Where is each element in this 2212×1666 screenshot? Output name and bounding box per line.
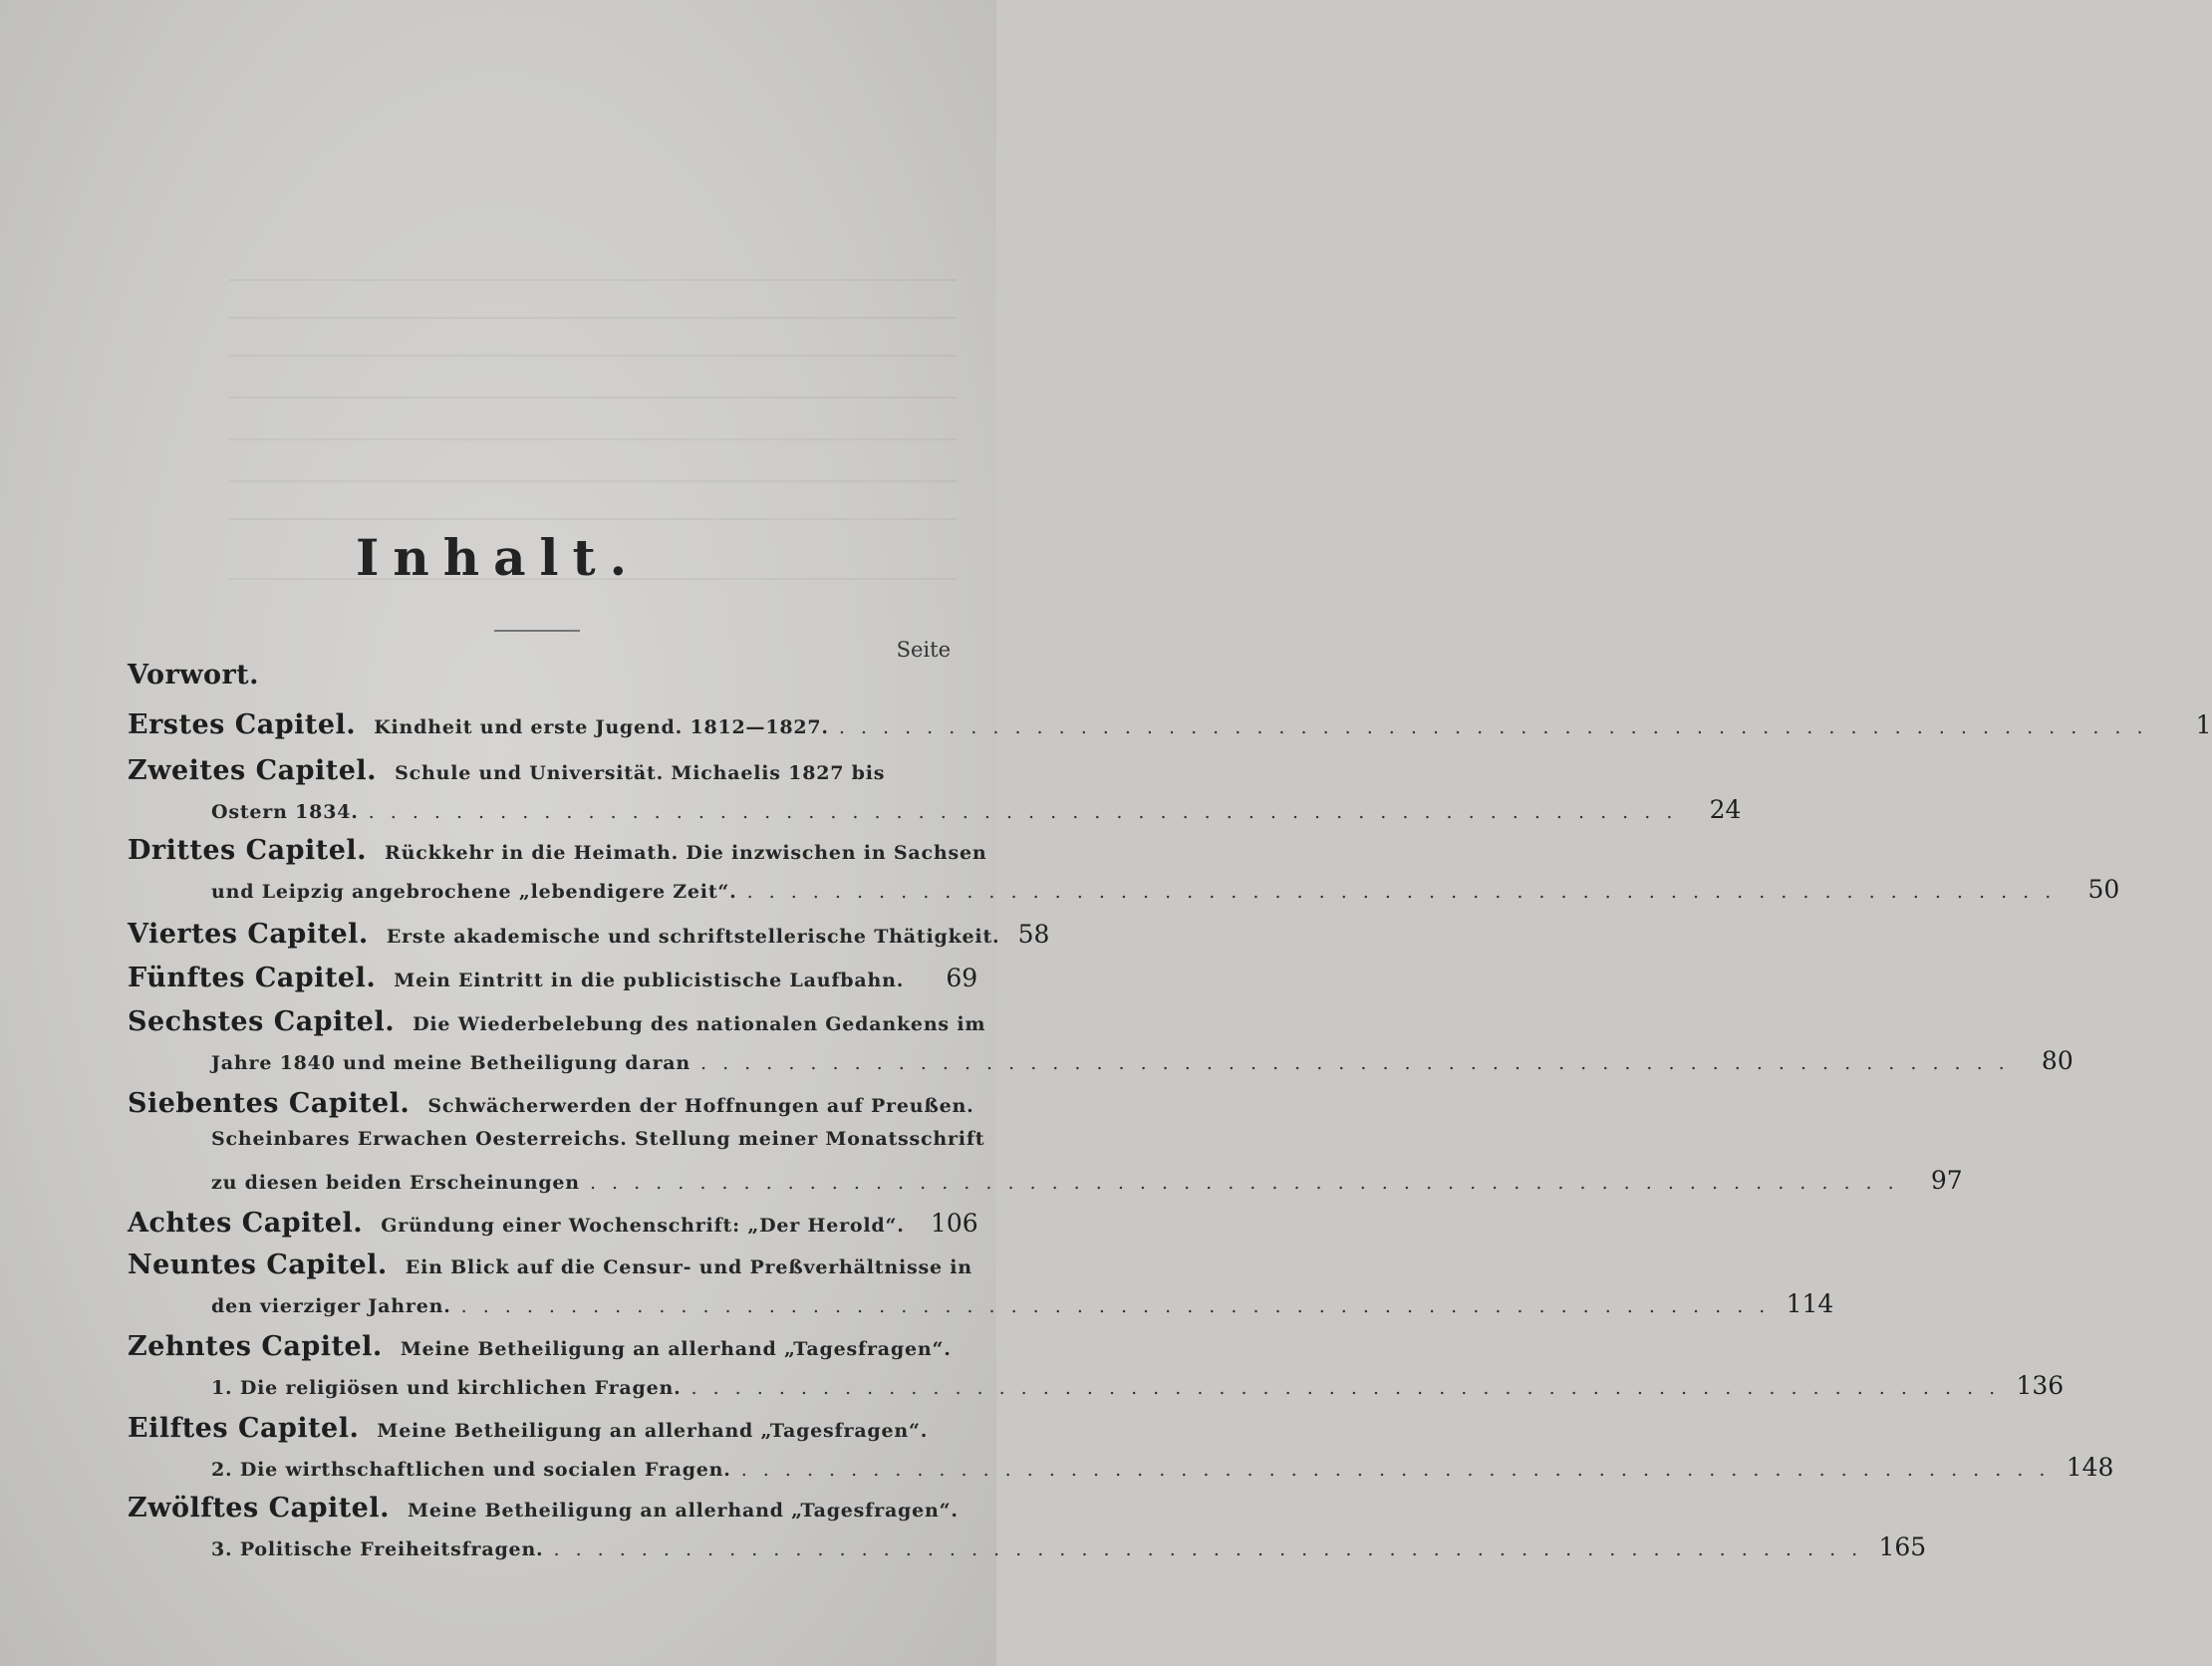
chapter-description-continued: den vierziger Jahren. — [211, 1295, 451, 1317]
chapter-description-continued: 1. Die religiösen und kirchlichen Fragen. — [211, 1377, 682, 1399]
chapter-description: Die Wiederbelebung des nationalen Gedankens im — [413, 1013, 986, 1035]
toc-entry-3-cont — [211, 875, 2120, 911]
chapter-heading: Zehntes Capitel. — [128, 1331, 383, 1362]
chapter-description: Meine Betheiligung an allerhand „Tagesfragen“. — [400, 1338, 952, 1360]
chapter-description-continued: 3. Politische Freiheitsfragen. — [211, 1538, 544, 1560]
toc-entry-8 — [128, 1208, 978, 1244]
chapter-heading: Viertes Capitel. — [128, 919, 369, 950]
toc-entry-2-cont — [211, 795, 1742, 831]
page-number: 106 — [930, 1209, 978, 1238]
toc-entry-4 — [128, 919, 1050, 955]
toc-entry-5 — [128, 963, 978, 998]
chapter-description-continued: Jahre 1840 und meine Betheiligung daran — [211, 1052, 691, 1074]
dot-leader — [839, 716, 2148, 738]
page-column-header: Seite — [896, 638, 951, 662]
page-number: 24 — [1709, 795, 1742, 824]
chapter-description: Meine Betheiligung an allerhand „Tagesfragen“. — [377, 1420, 929, 1442]
chapter-description: Kindheit und erste Jugend. 1812—1827. — [374, 716, 829, 738]
page-number: 165 — [1878, 1532, 1927, 1561]
chapter-description: Erste akademische und schriftstellerische Thätigkeit. — [386, 926, 1000, 948]
page-number: 1 — [2195, 710, 2212, 739]
chapter-heading: Siebentes Capitel. — [128, 1088, 411, 1119]
chapter-description: Schwächerwerden der Hoffnungen auf Preußen. — [427, 1095, 974, 1117]
chapter-heading: Fünftes Capitel. — [128, 963, 377, 993]
dot-leader — [747, 881, 2057, 903]
toc-entry-11 — [128, 1413, 950, 1449]
chapter-description: Rückkehr in die Heimath. Die inzwischen in Sachsen — [385, 842, 987, 864]
chapter-heading: Drittes Capitel. — [128, 835, 368, 866]
page-number: 97 — [1930, 1166, 1963, 1195]
dot-leader — [590, 1172, 1899, 1194]
page-number: 80 — [2041, 1046, 2074, 1075]
page-number: 50 — [2087, 875, 2120, 904]
toc-entry-6 — [128, 1006, 986, 1042]
toc-entry-7-cont-1 — [211, 1128, 985, 1164]
dot-leader — [553, 1538, 1862, 1560]
chapter-heading: Neuntes Capitel. — [128, 1250, 388, 1280]
chapter-description-continued: zu diesen beiden Erscheinungen — [211, 1172, 580, 1194]
dot-leader — [461, 1295, 1771, 1317]
toc-entry-6-cont — [211, 1046, 2074, 1082]
page-title: Inhalt. — [356, 528, 641, 587]
page-number: 58 — [1017, 920, 1050, 949]
page-number: 148 — [2066, 1453, 2114, 1482]
chapter-heading: Zweites Capitel. — [128, 755, 378, 786]
dot-leader — [700, 1052, 2010, 1074]
chapter-description-continued: Ostern 1834. — [211, 801, 359, 823]
toc-entry-2 — [128, 755, 950, 791]
chapter-description-continued: und Leipzig angebrochene „lebendigere Zeit“. — [211, 881, 737, 903]
chapter-description: Meine Betheiligung an allerhand „Tagesfragen“. — [408, 1500, 959, 1522]
toc-entry-11-cont — [211, 1453, 2114, 1489]
toc-entry-9 — [128, 1250, 972, 1285]
page-number: 69 — [946, 964, 978, 992]
page-number: 114 — [1786, 1289, 1834, 1318]
chapter-heading: Vorwort. — [128, 660, 260, 691]
chapter-description: Gründung einer Wochenschrift: „Der Herold“. — [381, 1215, 905, 1237]
toc-entry-12-cont — [211, 1532, 1927, 1568]
dot-leader — [691, 1377, 2001, 1399]
chapter-description: Schule und Universität. Michaelis 1827 bis — [395, 762, 886, 784]
toc-entry-vorwort — [128, 660, 950, 695]
chapter-description-continued: Scheinbares Erwachen Oesterreichs. Stellung meiner Monatsschrift — [211, 1128, 985, 1150]
chapter-heading: Achtes Capitel. — [128, 1208, 364, 1239]
chapter-heading: Erstes Capitel. — [128, 709, 357, 740]
toc-entry-1 — [128, 709, 2212, 745]
page-number: 136 — [2016, 1371, 2065, 1400]
chapter-description-continued: 2. Die wirthschaftlichen und socialen Fragen. — [211, 1459, 731, 1481]
toc-entry-9-cont — [211, 1289, 1834, 1325]
toc-entry-10 — [128, 1331, 950, 1367]
chapter-description: Ein Blick auf die Censur- und Preßverhältnisse in — [405, 1256, 972, 1278]
chapter-description: Mein Eintritt in die publicistische Laufbahn. — [394, 970, 905, 991]
toc-entry-7 — [128, 1088, 974, 1124]
chapter-heading: Eilftes Capitel. — [128, 1413, 360, 1444]
toc-entry-3 — [128, 835, 987, 871]
toc-entry-10-cont — [211, 1371, 2065, 1407]
toc-entry-12 — [128, 1493, 959, 1528]
title-divider — [494, 630, 580, 632]
dot-leader — [741, 1459, 2051, 1481]
chapter-heading: Zwölftes Capitel. — [128, 1493, 391, 1524]
chapter-heading: Sechstes Capitel. — [128, 1006, 396, 1037]
toc-entry-7-cont-2 — [211, 1166, 1963, 1202]
dot-leader — [369, 801, 1678, 823]
